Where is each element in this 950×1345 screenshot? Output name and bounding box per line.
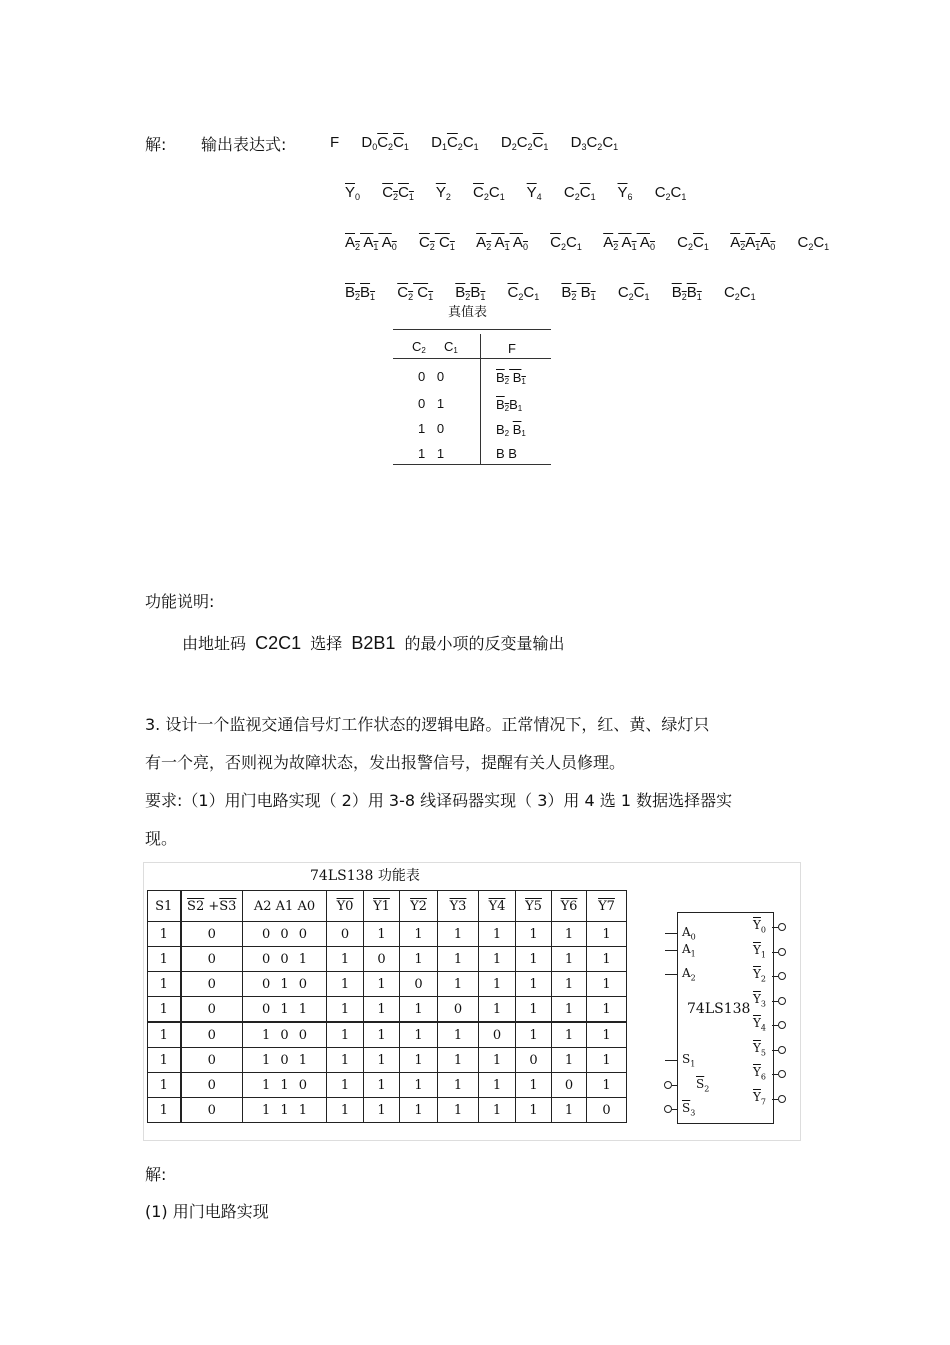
function-table-cell: 1 <box>148 1048 181 1073</box>
problem3-line-4: 现。 <box>145 829 178 848</box>
problem3-line-3: 要求:（1）用门电路实现（ 2）用 3-8 线译码器实现（ 3）用 4 选 1 数据选择器实 <box>145 791 733 810</box>
truth-table-row-3-input: 1 1 <box>418 446 445 461</box>
function-table-cell: 1 <box>516 1022 552 1048</box>
chip-output-bubble <box>778 1021 786 1029</box>
truth-table-row-3-output: B B <box>496 446 517 461</box>
function-table-header <box>148 891 627 922</box>
chip-output-label-4: $\overline{Y}_4$ <box>753 1016 767 1033</box>
function-table-cell: 1 <box>516 922 552 947</box>
function-table-cell: 1 <box>327 1022 364 1048</box>
function-table-cell: 1 <box>552 1022 587 1048</box>
function-table-cell: 1 <box>148 922 181 947</box>
chip-input-label-3: $S_1$ <box>682 1052 696 1069</box>
function-table-cell: 0 <box>327 922 364 947</box>
function-table-cell: 1 <box>148 947 181 972</box>
chip-input-label-1: $A_1$ <box>682 942 696 959</box>
function-table-cell: 1 <box>552 1048 587 1073</box>
truth-table-header-rule <box>393 358 551 359</box>
chip-output-label-0: $\overline{Y}_0$ <box>753 918 767 935</box>
function-table-cell: 1 <box>479 947 516 972</box>
chip-input-line <box>665 933 677 934</box>
function-table-cell: 1 <box>438 1098 479 1123</box>
function-table-cell: 1 <box>479 922 516 947</box>
function-table-cell: 0 <box>364 947 400 972</box>
function-code-c: C2C1 <box>255 633 302 653</box>
function-table-row <box>148 997 627 1023</box>
function-table-cell: 1 <box>552 972 587 997</box>
function-table-cell: 1 <box>552 1098 587 1123</box>
chip-output-bubble <box>778 1046 786 1054</box>
function-table-cell: 1 <box>587 1073 627 1098</box>
function-table-cell: 1 <box>327 1048 364 1073</box>
hdr-y1: Y1 <box>364 891 400 922</box>
function-table-row <box>148 1098 627 1123</box>
truth-table-title: 真值表 <box>448 305 488 320</box>
hdr-y2: Y2 <box>400 891 438 922</box>
function-description: 由地址码 C2C1 选择 B2B1 的最小项的反变量输出 <box>182 633 565 653</box>
function-table-row <box>148 947 627 972</box>
function-table-cell: 1 <box>587 922 627 947</box>
truth-table-row-0-output: $B_2$ $B_1$ <box>496 370 526 386</box>
chip-output-bubble <box>778 1070 786 1078</box>
function-table-cell: 0 0 0 <box>243 922 327 947</box>
truth-table-top-rule <box>393 329 551 330</box>
truth-table-bottom-rule <box>393 464 551 465</box>
function-table-cell: 1 <box>148 997 181 1023</box>
truth-table-header-c2: $C_2$ <box>412 339 426 355</box>
chip-input-label-2: $A_2$ <box>682 966 696 983</box>
function-table-cell: 0 <box>181 997 243 1023</box>
chip-output-bubble <box>778 997 786 1005</box>
hdr-y5: Y5 <box>516 891 552 922</box>
truth-table-header-c1: $C_1$ <box>444 339 458 355</box>
function-table-cell: 0 <box>479 1022 516 1048</box>
truth-table-row-1-output: $B_2B_1$ <box>496 397 523 413</box>
function-table-cell: 1 <box>438 1073 479 1098</box>
chip-input-bubble <box>664 1105 672 1113</box>
function-table-cell: 1 <box>364 1098 400 1123</box>
function-table-cell: 0 <box>438 997 479 1023</box>
chip-output-label-1: $\overline{Y}_1$ <box>753 942 767 959</box>
function-table-cell: 1 <box>327 972 364 997</box>
function-table-cell: 1 <box>400 922 438 947</box>
function-heading: 功能说明: <box>145 592 215 611</box>
function-table-cell: 1 <box>148 1073 181 1098</box>
function-table-cell: 0 <box>181 1098 243 1123</box>
function-table-cell: 1 <box>327 947 364 972</box>
chip-output-label-5: $\overline{Y}_5$ <box>753 1040 767 1057</box>
function-table-cell: 1 <box>479 997 516 1023</box>
chip-input-line <box>665 950 677 951</box>
function-table-cell: 1 0 1 <box>243 1048 327 1073</box>
function-table-cell: 1 <box>364 972 400 997</box>
problem3-line-2: 有一个亮，否则视为故障状态，发出报警信号，提醒有关人员修理。 <box>145 753 626 772</box>
function-table-cell: 1 <box>400 1098 438 1123</box>
function-table-cell: 1 <box>479 1048 516 1073</box>
function-table-cell: 1 <box>148 1022 181 1048</box>
chip-output-label-6: $\overline{Y}_6$ <box>753 1065 767 1082</box>
function-table-cell: 1 <box>438 922 479 947</box>
chip-input-line <box>672 1085 677 1086</box>
answer3-label: 解: <box>145 1165 167 1184</box>
chip-input-label-0: $A_0$ <box>682 925 696 942</box>
function-table-cell: 1 <box>552 922 587 947</box>
truth-table-row-1-input: 0 1 <box>418 396 445 411</box>
hdr-y6: Y6 <box>552 891 587 922</box>
chip-output-bubble <box>778 1095 786 1103</box>
function-table-cell: 1 <box>364 1073 400 1098</box>
function-table-cell: 0 <box>587 1098 627 1123</box>
hdr-address: A2 A1 A0 <box>243 891 327 922</box>
function-table-row <box>148 972 627 997</box>
hdr-s2s3: S2 +S3 <box>181 891 243 922</box>
chip-input-label-5: $\overline{S}_3$ <box>682 1101 696 1118</box>
chip-output-label-3: $\overline{Y}_3$ <box>753 991 767 1008</box>
hdr-s1: S1 <box>148 891 181 922</box>
function-table-cell: 1 <box>516 947 552 972</box>
function-table-cell: 1 <box>327 1073 364 1098</box>
chip-input-line <box>672 1109 677 1110</box>
function-table-cell: 1 <box>400 997 438 1023</box>
function-table-row <box>148 1048 627 1073</box>
function-table-cell: 0 <box>400 972 438 997</box>
problem3-line-1: 3. 设计一个监视交通信号灯工作状态的逻辑电路。正常情况下，红、黄、绿灯只 <box>145 715 710 734</box>
function-table-cell: 1 <box>479 1073 516 1098</box>
function-table-cell: 1 <box>327 997 364 1023</box>
function-table-cell: 1 <box>587 947 627 972</box>
chip-input-label-4: $\overline{S}_2$ <box>696 1077 710 1094</box>
function-table-title: 74LS138 功能表 <box>310 868 420 884</box>
function-table-cell: 1 <box>438 947 479 972</box>
answer3-part1: (1) 用门电路实现 <box>145 1202 269 1221</box>
truth-table-row-2-output: $B_2$ $\overline{B}_1$ <box>496 422 526 438</box>
function-table-cell: 1 1 1 <box>243 1098 327 1123</box>
function-table-cell: 1 <box>438 972 479 997</box>
chip-output-bubble <box>778 972 786 980</box>
function-table-cell: 1 <box>552 997 587 1023</box>
function-table-cell: 0 <box>181 1048 243 1073</box>
equation-line-2: $\overline{Y}_0$ $C_2C_1$ $\overline{Y}_2$ $\overline{C}_2C_1$ $\overline{Y}_4$ $C_2\overline{C}_1$ $\overline{Y}_6$ $C_2C_1$ <box>345 184 687 202</box>
chip-output-bubble <box>778 923 786 931</box>
function-table <box>147 890 627 1123</box>
truth-table-header-f: F <box>508 341 516 356</box>
chip-output-bubble <box>778 948 786 956</box>
chip-input-line <box>665 974 677 975</box>
function-table-body <box>148 922 627 1123</box>
function-table-cell: 1 <box>516 997 552 1023</box>
function-table-cell: 1 <box>438 1022 479 1048</box>
chip-output-label-2: $\overline{Y}_2$ <box>753 967 767 984</box>
function-table-cell: 1 <box>516 972 552 997</box>
function-table-cell: 1 <box>364 997 400 1023</box>
output-expression-label: 输出表达式: <box>201 135 287 154</box>
hdr-y4: Y4 <box>479 891 516 922</box>
hdr-y3: Y3 <box>438 891 479 922</box>
function-table-cell: 1 <box>479 1098 516 1123</box>
function-table-row <box>148 1073 627 1098</box>
function-table-cell: 1 <box>400 1048 438 1073</box>
hdr-y7: Y7 <box>587 891 627 922</box>
truth-table-row-2-input: 1 0 <box>418 421 445 436</box>
function-table-cell: 1 <box>552 947 587 972</box>
function-table-cell: 1 <box>364 1022 400 1048</box>
truth-table-row-0-input: 0 0 <box>418 369 445 384</box>
function-table-cell: 1 <box>516 1073 552 1098</box>
equation-line-4: $B_2B_1$ $C_2$ $C_1$ $B_2B_1$ $\overline{C}_2C_1$ $B_2$ $B_1$ $C_2\overline{C}_1$ $B_2B_1$ $C_2C_1$ <box>345 284 756 302</box>
function-table-cell: 0 <box>516 1048 552 1073</box>
function-table-row <box>148 922 627 947</box>
function-table-row <box>148 1022 627 1048</box>
function-code-b: B2B1 <box>351 633 396 653</box>
function-table-cell: 1 <box>516 1098 552 1123</box>
function-table-cell: 0 1 1 <box>243 997 327 1023</box>
truth-table-divider <box>480 334 481 464</box>
answer-label: 解: <box>145 135 167 154</box>
function-table-cell: 0 <box>552 1073 587 1098</box>
function-table-cell: 0 <box>181 1073 243 1098</box>
function-table-cell: 1 <box>148 972 181 997</box>
function-table-cell: 1 <box>400 1022 438 1048</box>
hdr-y0: Y0 <box>327 891 364 922</box>
function-table-cell: 0 1 0 <box>243 972 327 997</box>
function-table-cell: 1 <box>587 1022 627 1048</box>
function-table-cell: 0 0 1 <box>243 947 327 972</box>
function-table-cell: 0 <box>181 972 243 997</box>
function-table-cell: 1 <box>587 1048 627 1073</box>
equation-line-1: F $D_0\overline{C}_2\overline{C}_1$ $D_1\overline{C}_2C_1$ $D_2C_2\overline{C}_1$ $D_3C_2C_1$ <box>330 134 619 152</box>
function-table-cell: 0 <box>181 922 243 947</box>
chip-name: 74LS138 <box>687 1001 751 1017</box>
function-table-cell: 1 <box>587 997 627 1023</box>
function-table-cell: 1 <box>479 972 516 997</box>
function-table-cell: 1 <box>400 1073 438 1098</box>
function-table-cell: 1 1 0 <box>243 1073 327 1098</box>
function-table-cell: 1 <box>364 922 400 947</box>
chip-input-line <box>665 1060 677 1061</box>
function-table-cell: 0 <box>181 947 243 972</box>
function-table-cell: 1 <box>438 1048 479 1073</box>
function-table-cell: 1 <box>364 1048 400 1073</box>
equation-line-3: $A_2$ $A_1$ $A_0$ $C_2$ $C_1$ $A_2$ $A_1$ $A_0$ $\overline{C}_2C_1$ $A_2$ $A_1$ $A_0$ $C_2\overline{C}_1$ $A_2A_1A_0$ $C_2C_1$ <box>345 234 830 252</box>
chip-input-bubble <box>664 1081 672 1089</box>
chip-output-label-7: $\overline{Y}_7$ <box>753 1089 767 1106</box>
function-table-cell: 1 <box>148 1098 181 1123</box>
function-table-cell: 0 <box>181 1022 243 1048</box>
function-table-cell: 1 <box>400 947 438 972</box>
function-table-cell: 1 <box>327 1098 364 1123</box>
function-table-cell: 1 0 0 <box>243 1022 327 1048</box>
function-table-cell: 1 <box>587 972 627 997</box>
